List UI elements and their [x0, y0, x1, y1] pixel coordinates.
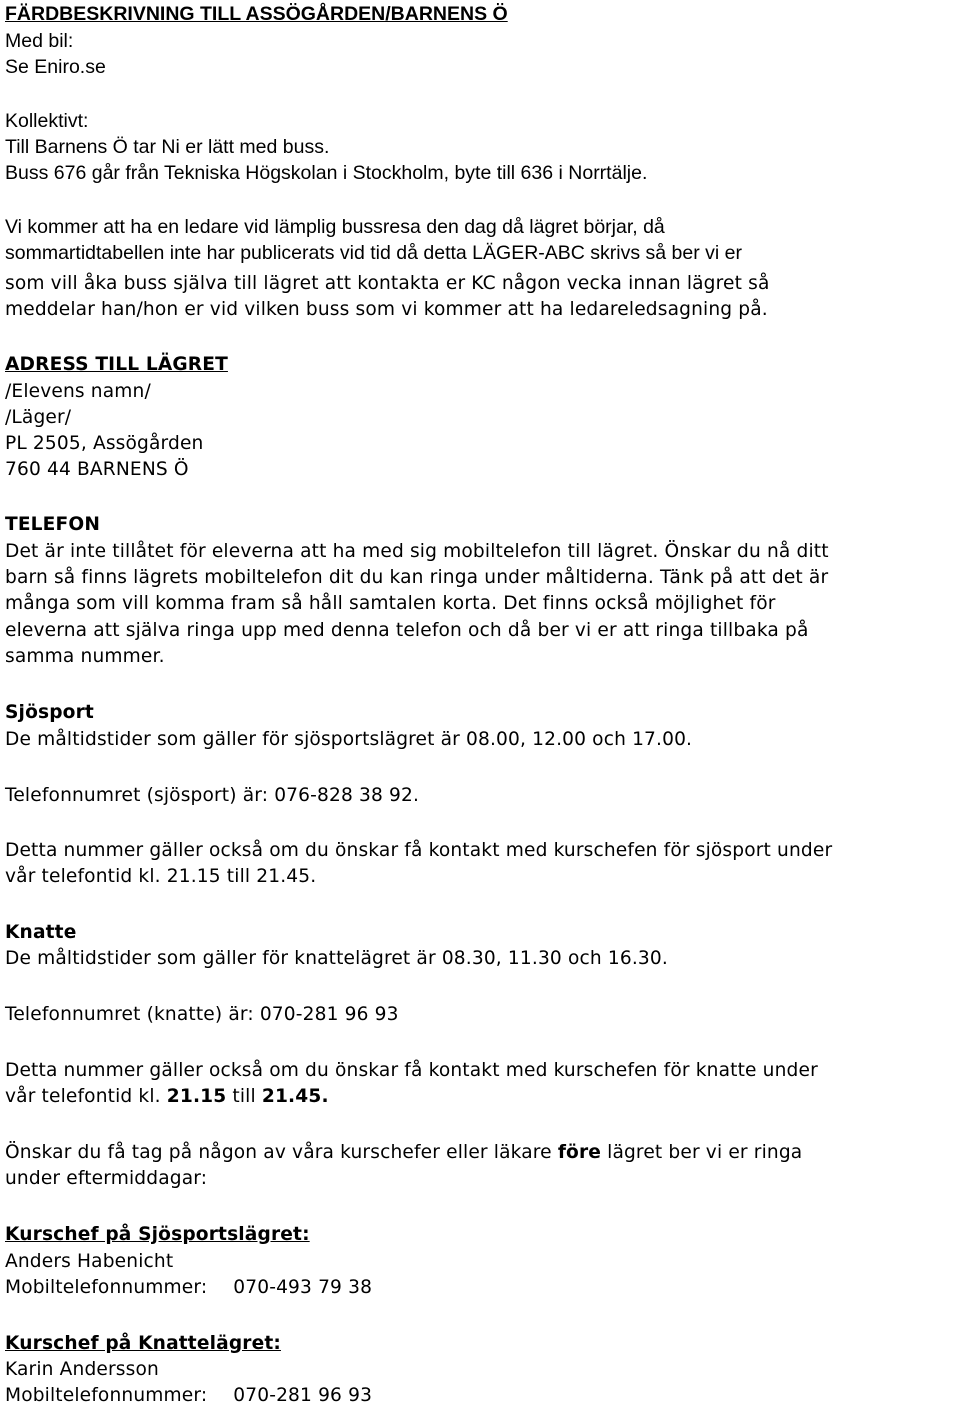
doctor-text-emphasis: före	[557, 1142, 602, 1163]
doctor-paragraph-line: under eftermiddagar:	[5, 1168, 208, 1189]
doctor-paragraph-line	[5, 1140, 802, 1167]
doctor-text-after: lägret ber vi er ringa	[601, 1142, 803, 1163]
transit-heading: Kollektivt:	[5, 110, 89, 132]
phone-paragraph-line: Det är inte tillåtet för eleverna att ha med sig mobiltelefon till lägret. Önskar du nå ditt	[5, 541, 829, 562]
knatte-heading: Knatte	[5, 922, 77, 943]
phone-paragraph-line: eleverna att själva ringa upp med denna telefon och då ber vi er att ringa tillbaka på	[5, 620, 809, 641]
car-heading: Med bil:	[5, 30, 74, 52]
phone-label: Mobiltelefonnummer:	[5, 1385, 208, 1406]
sjosport-contact-line: vår telefontid kl. 21.15 till 21.45.	[5, 866, 317, 887]
transit-line: Buss 676 går från Tekniska Högskolan i Stockholm, byte till 636 i Norrtälje.	[5, 162, 648, 184]
chief-sjosport-name: Anders Habenicht	[5, 1251, 174, 1272]
knatte-contact-line: Detta nummer gäller också om du önskar få kontakt med kurschefen för knatte under	[5, 1060, 818, 1081]
leader-paragraph-line: Vi kommer att ha en ledare vid lämplig bussresa den dag då lägret börjar, då	[5, 216, 665, 238]
doctor-text-before: Önskar du få tag på någon av våra kurschefer eller läkare	[5, 1142, 558, 1163]
leader-paragraph-line: meddelar han/hon er vid vilken buss som vi kommer att ha ledareledsagning på.	[5, 299, 768, 320]
chief-sjosport-phone: 070-493 79 38	[233, 1277, 373, 1298]
knatte-contact-middle: till	[226, 1086, 262, 1107]
knatte-phone: Telefonnumret (knatte) är: 070-281 96 93	[5, 1004, 399, 1025]
knatte-meal-times: De måltidstider som gäller för knattelägret är 08.30, 11.30 och 16.30.	[5, 948, 668, 969]
phone-paragraph-line: samma nummer.	[5, 646, 165, 667]
leader-paragraph-line: sommartidtabellen inte har publicerats vid tid då detta LÄGER-ABC skrivs så ber vi er	[5, 242, 742, 264]
knatte-contact-line	[5, 1084, 329, 1111]
chief-sjosport-heading: Kurschef på Sjösportslägret:	[5, 1224, 310, 1245]
phone-label: Mobiltelefonnummer:	[5, 1277, 208, 1298]
chief-knatte-heading: Kurschef på Knattelägret:	[5, 1333, 281, 1354]
phone-heading: TELEFON	[5, 514, 101, 535]
phone-paragraph-line: barn så finns lägrets mobiltelefon dit du kan ringa under måltiderna. Tänk på att det är	[5, 567, 829, 588]
address-heading: ADRESS TILL LÄGRET	[5, 354, 228, 375]
sjosport-contact-line: Detta nummer gäller också om du önskar få kontakt med kurschefen för sjösport under	[5, 840, 833, 861]
knatte-contact-prefix: vår telefontid kl.	[5, 1086, 167, 1107]
chief-knatte-phone-row	[5, 1383, 372, 1410]
sjosport-meal-times: De måltidstider som gäller för sjösportslägret är 08.00, 12.00 och 17.00.	[5, 729, 693, 750]
address-line: PL 2505, Assögården	[5, 433, 204, 454]
car-text: Se Eniro.se	[5, 56, 106, 78]
sjosport-phone: Telefonnumret (sjösport) är: 076-828 38 92.	[5, 785, 420, 806]
address-line: /Elevens namn/	[5, 381, 151, 402]
address-line: /Läger/	[5, 407, 72, 428]
leader-paragraph-line: som vill åka buss själva till lägret att kontakta er KC någon vecka innan lägret så	[5, 273, 770, 294]
document-title: FÄRDBESKRIVNING TILL ASSÖGÅRDEN/BARNENS Ö	[5, 3, 508, 25]
chief-knatte-name: Karin Andersson	[5, 1359, 159, 1380]
transit-line: Till Barnens Ö tar Ni er lätt med buss.	[5, 136, 330, 158]
chief-sjosport-phone-row	[5, 1275, 372, 1302]
address-line: 760 44 BARNENS Ö	[5, 459, 189, 480]
knatte-contact-time-to: 21.45.	[261, 1086, 329, 1107]
sjosport-heading: Sjösport	[5, 702, 94, 723]
chief-knatte-phone: 070-281 96 93	[233, 1385, 373, 1406]
phone-paragraph-line: många som vill komma fram så håll samtalen korta. Det finns också möjlighet för	[5, 593, 776, 614]
knatte-contact-time-from: 21.15	[166, 1086, 227, 1107]
